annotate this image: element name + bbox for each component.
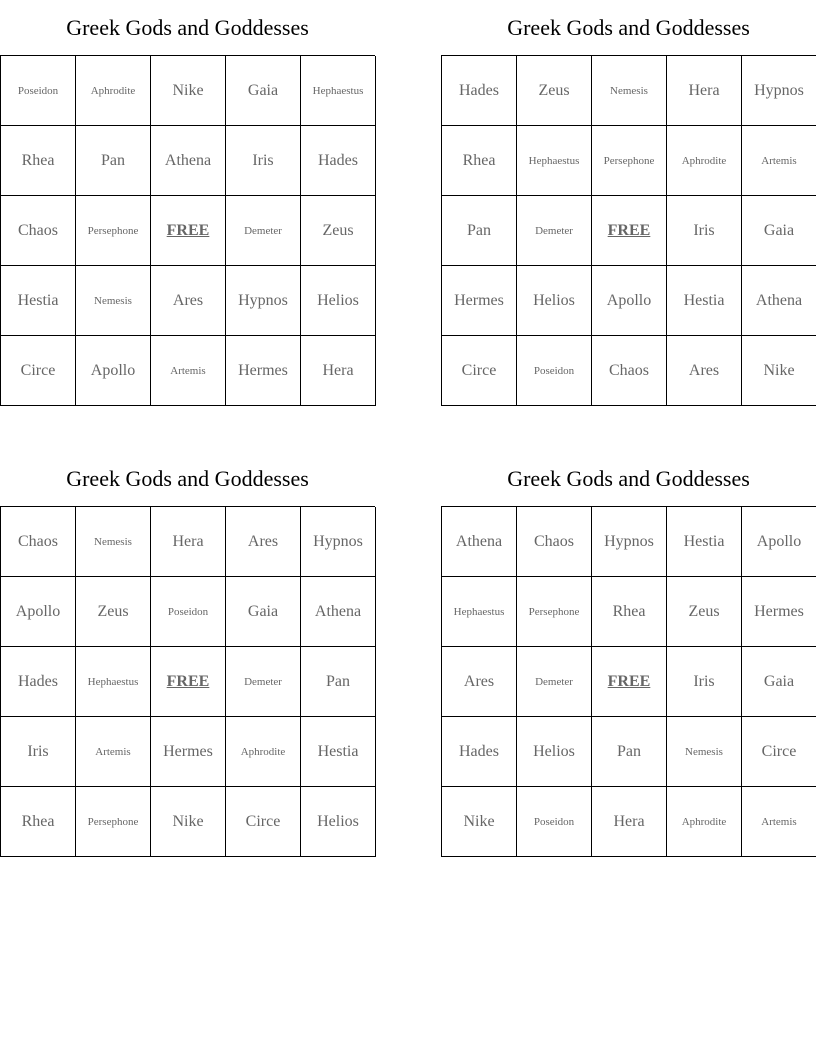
bingo-cell: Apollo: [742, 507, 816, 577]
bingo-card: [0, 0, 375, 406]
bingo-cell: Pan: [76, 126, 151, 196]
bingo-cell: Apollo: [76, 336, 151, 406]
bingo-cell: Iris: [667, 647, 742, 717]
bingo-cell: Rhea: [592, 577, 667, 647]
bingo-cell: Circe: [742, 717, 816, 787]
bingo-cell: Nike: [742, 336, 816, 406]
bingo-cell: Ares: [667, 336, 742, 406]
bingo-cell: Circe: [226, 787, 301, 857]
bingo-cell: Hermes: [742, 577, 816, 647]
bingo-cell: Gaia: [226, 56, 301, 126]
bingo-cell: Hera: [151, 507, 226, 577]
bingo-cell: Nike: [442, 787, 517, 857]
bingo-cell: Aphrodite: [667, 787, 742, 857]
bingo-cell: Circe: [442, 336, 517, 406]
bingo-cell: Persephone: [592, 126, 667, 196]
bingo-cell: Persephone: [76, 787, 151, 857]
bingo-cell: Hades: [442, 56, 517, 126]
bingo-cell: Artemis: [742, 787, 816, 857]
bingo-cell: Helios: [301, 266, 376, 336]
bingo-cell: Hades: [1, 647, 76, 717]
free-space: FREE: [151, 647, 226, 717]
bingo-cell: Pan: [442, 196, 517, 266]
bingo-cell: Athena: [742, 266, 816, 336]
bingo-grid: [441, 506, 816, 857]
bingo-cell: Zeus: [517, 56, 592, 126]
bingo-cell: Hades: [301, 126, 376, 196]
bingo-cell: Hestia: [301, 717, 376, 787]
bingo-cell: Hephaestus: [442, 577, 517, 647]
bingo-cell: Circe: [1, 336, 76, 406]
bingo-cell: Hermes: [226, 336, 301, 406]
bingo-cell: Zeus: [76, 577, 151, 647]
bingo-cell: Gaia: [226, 577, 301, 647]
bingo-cell: Athena: [301, 577, 376, 647]
bingo-cell: Demeter: [517, 647, 592, 717]
bingo-cell: Pan: [592, 717, 667, 787]
bingo-card: [441, 451, 816, 857]
bingo-cell: Hermes: [151, 717, 226, 787]
bingo-cell: Rhea: [1, 787, 76, 857]
bingo-cell: Artemis: [151, 336, 226, 406]
bingo-cell: Chaos: [1, 196, 76, 266]
card-title: Greek Gods and Goddesses: [507, 15, 750, 40]
bingo-cell: Nike: [151, 56, 226, 126]
bingo-cell: Hestia: [667, 266, 742, 336]
bingo-cell: Chaos: [517, 507, 592, 577]
bingo-cell: Poseidon: [517, 787, 592, 857]
bingo-cell: Hermes: [442, 266, 517, 336]
bingo-cell: Aphrodite: [226, 717, 301, 787]
bingo-cell: Artemis: [76, 717, 151, 787]
bingo-grid: [441, 55, 816, 406]
bingo-cell: Chaos: [1, 507, 76, 577]
bingo-cell: Gaia: [742, 196, 816, 266]
bingo-cell: Persephone: [517, 577, 592, 647]
bingo-cell: Hephaestus: [517, 126, 592, 196]
bingo-cell: Nemesis: [667, 717, 742, 787]
bingo-cell: Helios: [517, 717, 592, 787]
bingo-cell: Poseidon: [151, 577, 226, 647]
bingo-cell: Rhea: [442, 126, 517, 196]
bingo-grid: [0, 55, 375, 406]
bingo-cell: Athena: [151, 126, 226, 196]
bingo-cell: Ares: [442, 647, 517, 717]
bingo-cell: Athena: [442, 507, 517, 577]
free-space: FREE: [592, 196, 667, 266]
bingo-cell: Nemesis: [592, 56, 667, 126]
free-space: FREE: [592, 647, 667, 717]
bingo-card: [441, 0, 816, 406]
bingo-cell: Hypnos: [301, 507, 376, 577]
bingo-cell: Nike: [151, 787, 226, 857]
bingo-cell: Hera: [592, 787, 667, 857]
bingo-cell: Apollo: [592, 266, 667, 336]
bingo-cell: Pan: [301, 647, 376, 717]
bingo-cell: Ares: [226, 507, 301, 577]
bingo-cell: Nemesis: [76, 266, 151, 336]
bingo-cell: Demeter: [226, 647, 301, 717]
bingo-cell: Demeter: [517, 196, 592, 266]
bingo-cell: Hephaestus: [76, 647, 151, 717]
bingo-cell: Hestia: [667, 507, 742, 577]
bingo-cell: Rhea: [1, 126, 76, 196]
bingo-cell: Zeus: [301, 196, 376, 266]
bingo-cell: Iris: [226, 126, 301, 196]
bingo-cell: Hestia: [1, 266, 76, 336]
bingo-cell: Iris: [667, 196, 742, 266]
card-title: Greek Gods and Goddesses: [66, 15, 309, 40]
bingo-cell: Artemis: [742, 126, 816, 196]
bingo-cell: Helios: [517, 266, 592, 336]
bingo-grid: [0, 506, 375, 857]
bingo-card: [0, 451, 375, 857]
bingo-cell: Iris: [1, 717, 76, 787]
bingo-cell: Persephone: [76, 196, 151, 266]
bingo-cell: Poseidon: [1, 56, 76, 126]
bingo-cell: Aphrodite: [76, 56, 151, 126]
bingo-cell: Gaia: [742, 647, 816, 717]
bingo-cell: Hera: [667, 56, 742, 126]
bingo-cell: Hypnos: [226, 266, 301, 336]
bingo-cell: Aphrodite: [667, 126, 742, 196]
bingo-cell: Hades: [442, 717, 517, 787]
card-title: Greek Gods and Goddesses: [507, 466, 750, 491]
bingo-cell: Ares: [151, 266, 226, 336]
card-title: Greek Gods and Goddesses: [66, 466, 309, 491]
bingo-cell: Zeus: [667, 577, 742, 647]
bingo-cell: Chaos: [592, 336, 667, 406]
bingo-cell: Hephaestus: [301, 56, 376, 126]
bingo-cell: Helios: [301, 787, 376, 857]
bingo-cell: Hypnos: [742, 56, 816, 126]
free-space: FREE: [151, 196, 226, 266]
bingo-cell: Demeter: [226, 196, 301, 266]
bingo-cell: Apollo: [1, 577, 76, 647]
bingo-cell: Poseidon: [517, 336, 592, 406]
bingo-cell: Nemesis: [76, 507, 151, 577]
bingo-cell: Hypnos: [592, 507, 667, 577]
bingo-cell: Hera: [301, 336, 376, 406]
